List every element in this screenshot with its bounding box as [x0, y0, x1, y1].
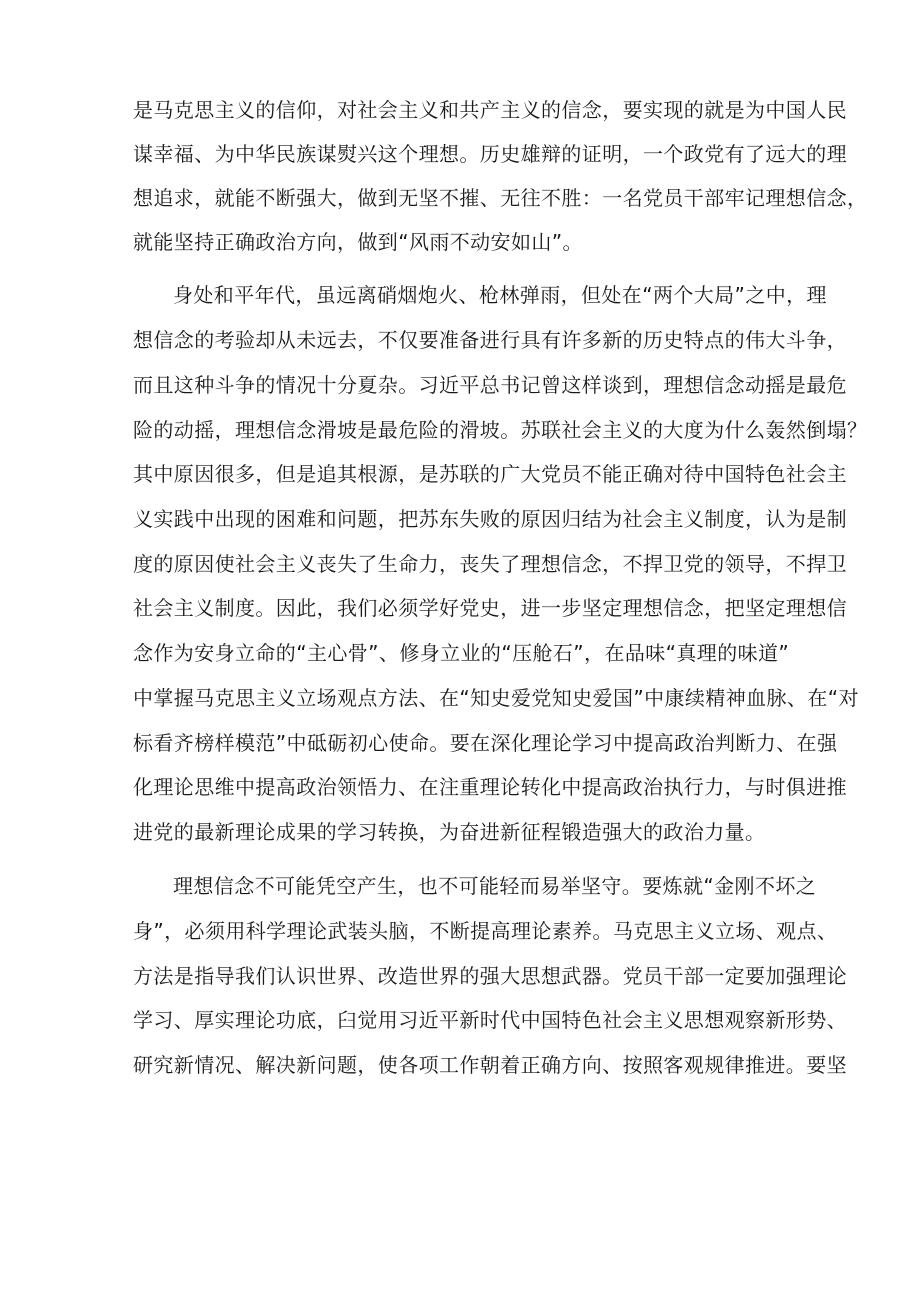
paragraph-line: 念作为安身立命的“主心骨”、修身立业的“压舱石”，在品味“真理的味道”: [133, 641, 790, 665]
paragraph-line: 就能坚持正确政治方向，做到“风雨不动安如山”。: [133, 230, 583, 254]
paragraph-line: 进党的最新理论成果的学习转换，为奋进新征程锻造强大的政治力量。: [133, 820, 766, 844]
paragraph-line: 身”，必须用科学理论武装头脑，不断提高理论素养。马克思主义立场、观点、: [133, 919, 838, 943]
paragraph-line: 而且这种斗争的情况十分夏杂。习近平总书记曾这样谈到，理想信念动摇是最危: [133, 373, 847, 397]
paragraph-line: 想追求，就能不断强大，做到无坚不摧、无往不胜：一名党员干部牢记理想信念，: [133, 186, 868, 210]
paragraph-line: 义实践中出现的困难和问题，把苏东失败的原因归结为社会主义制度，认为是制: [133, 507, 847, 531]
paragraph-line: 标看齐榜样模范”中砥砺初心使命。要在深化理论学习中提高政治判断力、在强: [133, 731, 838, 755]
paragraph-line: 险的动摇，理想信念滑坡是最危险的滑坡。苏联社会主义的大度为什么轰然倒塌？: [133, 418, 868, 442]
paragraph-line: 化理论思维中提高政治领悟力、在注重理论转化中提高政治执行力，与时俱进推: [133, 775, 847, 799]
paragraph-line: 想信念的考验却从未远去，不仅要准备进行具有许多新的历史特点的伟大斗争，: [133, 328, 847, 352]
paragraph-line: 研究新情况、解决新问题，使各项工作朝着正确方向、按照客观规律推进。要坚: [133, 1053, 847, 1077]
paragraph-line: 学习、厚实理论功底，臼觉用习近平新时代中国特色社会主义思想观察新形势、: [133, 1008, 847, 1032]
paragraph-line: 身处和平年代，虽远离硝烟炮火、枪林弹雨，但处在“两个大局”之中，理: [173, 283, 827, 307]
paragraph-line: 理想信念不可能凭空产生，也不可能轻而易举坚守。要炼就“金刚不坏之: [173, 874, 817, 898]
paragraph-line: 度的原因使社会主义丧失了生命力，丧失了理想信念，不捍卫党的领导，不捍卫: [133, 552, 847, 576]
paragraph-line: 方法是指导我们认识世界、改造世界的强大思想武器。党员干部一定要加强理论: [133, 964, 847, 988]
paragraph-line: 是马克思主义的信仰，对社会主义和共产主义的信念，要实现的就是为中国人民: [133, 98, 847, 122]
paragraph-line: 社会主义制度。因此，我们必须学好党史，进一步坚定理想信念，把坚定理想信: [133, 596, 847, 620]
paragraph-line: 其中原因很多，但是追其根源，是苏联的广大党员不能正确对待中国特色社会主: [133, 462, 847, 486]
paragraph-line: 谋幸福、为中华民族谋熨兴这个理想。历史雄辩的证明，一个政党有了远大的理: [133, 142, 847, 166]
paragraph-line: 中掌握马克思主义立场观点方法、在“知史爱党知史爱国”中康续精神血脉、在“对: [133, 686, 859, 710]
